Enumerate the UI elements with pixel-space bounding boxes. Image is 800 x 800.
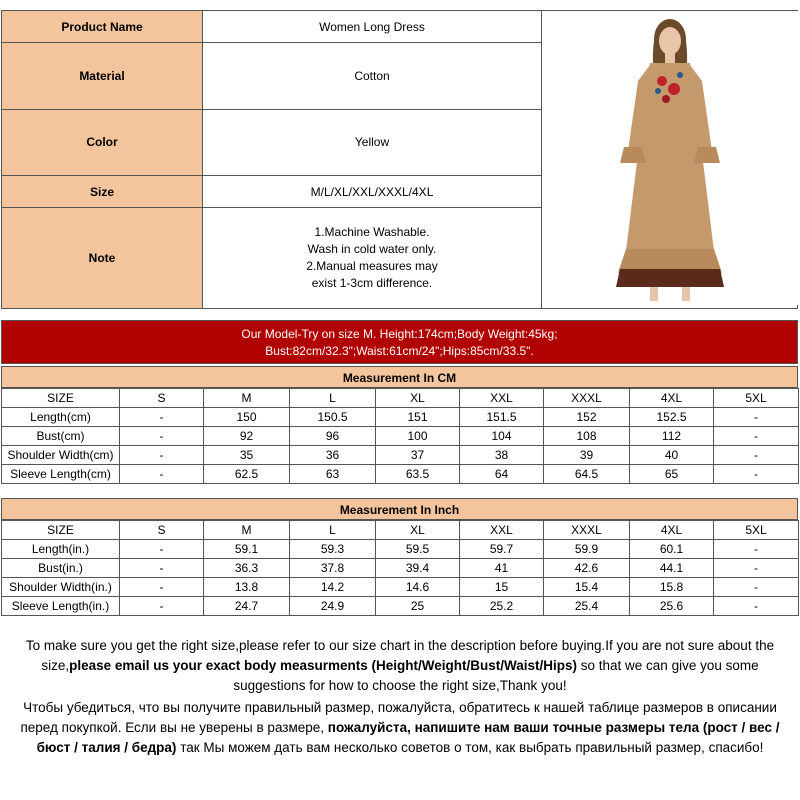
value-cell: 152.5 — [630, 408, 714, 427]
value-cell: - — [120, 427, 204, 446]
value-cell: 25.2 — [460, 597, 544, 616]
value-cell: - — [714, 559, 799, 578]
row-label-cell: Bust(cm) — [2, 427, 120, 446]
value-cell: 40 — [630, 446, 714, 465]
header-cell: L — [290, 389, 376, 408]
value-cell: - — [120, 578, 204, 597]
cm-measurement-table — [1, 388, 799, 484]
inch-measurement-table — [1, 520, 799, 616]
note-line: exist 1-3cm difference. — [311, 276, 433, 291]
model-info-line-1: Our Model-Try on size M. Height:174cm;Body Weight:45kg; — [241, 327, 558, 341]
row-label-cell: Sleeve Length(in.) — [2, 597, 120, 616]
material-label: Material — [2, 43, 203, 109]
value-cell: - — [120, 408, 204, 427]
value-cell: 151 — [376, 408, 460, 427]
product-image-cell — [542, 11, 798, 309]
value-cell: 39.4 — [376, 559, 460, 578]
header-cell: SIZE — [2, 521, 120, 540]
row-label-cell: Shoulder Width(in.) — [2, 578, 120, 597]
header-cell: 4XL — [630, 521, 714, 540]
table-row — [2, 427, 799, 446]
table-header-row — [2, 521, 799, 540]
note-label: Note — [2, 208, 203, 309]
row-label-cell: Length(in.) — [2, 540, 120, 559]
table-row — [2, 540, 799, 559]
note-value — [203, 208, 542, 309]
value-cell: 25.6 — [630, 597, 714, 616]
value-cell: 42.6 — [544, 559, 630, 578]
header-cell: M — [204, 389, 290, 408]
model-info-line-2: Bust:82cm/32.3";Waist:61cm/24";Hips:85cm/33.5". — [265, 344, 534, 358]
header-cell: XXXL — [544, 389, 630, 408]
row-label-cell: Bust(in.) — [2, 559, 120, 578]
table-row — [2, 578, 799, 597]
product-name-value: Women Long Dress — [203, 11, 542, 43]
value-cell: - — [714, 408, 799, 427]
row-label-cell: Length(cm) — [2, 408, 120, 427]
material-value: Cotton — [203, 43, 542, 109]
value-cell: 37.8 — [290, 559, 376, 578]
value-cell: 63 — [290, 465, 376, 484]
russian-advice-emphasis: пожалуйста, напишите нам ваши точные размеры тела (рост / вес / бюст / талия / бедра) — [36, 720, 780, 755]
value-cell: 37 — [376, 446, 460, 465]
value-cell: 39 — [544, 446, 630, 465]
russian-size-advice — [10, 698, 790, 758]
table-header-row — [2, 389, 799, 408]
header-cell: SIZE — [2, 389, 120, 408]
value-cell: 35 — [204, 446, 290, 465]
value-cell: 38 — [460, 446, 544, 465]
value-cell: - — [120, 540, 204, 559]
header-cell: XXL — [460, 389, 544, 408]
inch-table-title: Measurement In Inch — [1, 498, 798, 520]
cm-table-title: Measurement In CM — [1, 366, 798, 388]
header-cell: L — [290, 521, 376, 540]
value-cell: 14.2 — [290, 578, 376, 597]
model-dress-image — [542, 11, 798, 305]
model-info-banner — [1, 320, 798, 364]
table-row — [2, 446, 799, 465]
value-cell: 64 — [460, 465, 544, 484]
size-value: M/L/XL/XXL/XXXL/4XL — [203, 176, 542, 208]
value-cell: 25.4 — [544, 597, 630, 616]
value-cell: 13.8 — [204, 578, 290, 597]
value-cell: 151.5 — [460, 408, 544, 427]
value-cell: 65 — [630, 465, 714, 484]
value-cell: 100 — [376, 427, 460, 446]
value-cell: 15.4 — [544, 578, 630, 597]
english-advice-text: To make sure you get the right size,please refer to our size chart in the description before buying.If you are not sure about the size, — [25, 638, 775, 673]
value-cell: 15 — [460, 578, 544, 597]
english-advice-emphasis: please email us your exact body measurments (Height/Weight/Bust/Waist/Hips) — [69, 658, 578, 673]
color-label: Color — [2, 109, 203, 175]
header-cell: XXXL — [544, 521, 630, 540]
header-cell: M — [204, 521, 290, 540]
value-cell: - — [714, 578, 799, 597]
value-cell: - — [120, 465, 204, 484]
value-cell: 14.6 — [376, 578, 460, 597]
note-line: Wash in cold water only. — [307, 242, 437, 257]
row-label-cell: Shoulder Width(cm) — [2, 446, 120, 465]
value-cell: 62.5 — [204, 465, 290, 484]
product-name-label: Product Name — [2, 11, 203, 43]
value-cell: - — [120, 559, 204, 578]
header-cell: XXL — [460, 521, 544, 540]
product-info-table — [1, 10, 798, 309]
header-cell: 5XL — [714, 521, 799, 540]
value-cell: 44.1 — [630, 559, 714, 578]
value-cell: 24.7 — [204, 597, 290, 616]
value-cell: 64.5 — [544, 465, 630, 484]
table-row — [2, 408, 799, 427]
value-cell: 36.3 — [204, 559, 290, 578]
value-cell: 36 — [290, 446, 376, 465]
value-cell: 152 — [544, 408, 630, 427]
value-cell: 150.5 — [290, 408, 376, 427]
value-cell: - — [714, 427, 799, 446]
color-value: Yellow — [203, 109, 542, 175]
value-cell: 24.9 — [290, 597, 376, 616]
value-cell: 60.1 — [630, 540, 714, 559]
value-cell: 59.9 — [544, 540, 630, 559]
value-cell: - — [714, 597, 799, 616]
size-label: Size — [2, 176, 203, 208]
header-cell: 4XL — [630, 389, 714, 408]
english-advice-text-end: so that we can give you some suggestions for how to choose the right size,Thank you! — [233, 658, 759, 693]
value-cell: 59.5 — [376, 540, 460, 559]
value-cell: 59.3 — [290, 540, 376, 559]
table-row — [2, 597, 799, 616]
note-line: 2.Manual measures may — [306, 259, 438, 274]
russian-advice-text-end: так Мы можем дать вам несколько советов о том, как выбрать правильный размер, спасибо! — [176, 740, 764, 755]
header-cell: XL — [376, 521, 460, 540]
value-cell: - — [714, 446, 799, 465]
value-cell: 15.8 — [630, 578, 714, 597]
header-cell: 5XL — [714, 389, 799, 408]
value-cell: - — [120, 597, 204, 616]
value-cell: 112 — [630, 427, 714, 446]
header-cell: XL — [376, 389, 460, 408]
value-cell: 108 — [544, 427, 630, 446]
value-cell: 59.1 — [204, 540, 290, 559]
note-line: 1.Machine Washable. — [314, 225, 430, 240]
value-cell: 59.7 — [460, 540, 544, 559]
value-cell: - — [714, 540, 799, 559]
russian-advice-text: Чтобы убедиться, что вы получите правильный размер, пожалуйста, обратитесь к нашей таблице размеров в описании перед покупкой. Если вы не уверены в размере, — [20, 700, 777, 735]
row-label-cell: Sleeve Length(cm) — [2, 465, 120, 484]
value-cell: 96 — [290, 427, 376, 446]
value-cell: 63.5 — [376, 465, 460, 484]
table-row — [2, 559, 799, 578]
value-cell: 104 — [460, 427, 544, 446]
header-cell: S — [120, 389, 204, 408]
table-row — [2, 465, 799, 484]
value-cell: - — [120, 446, 204, 465]
value-cell: 25 — [376, 597, 460, 616]
value-cell: - — [714, 465, 799, 484]
value-cell: 150 — [204, 408, 290, 427]
header-cell: S — [120, 521, 204, 540]
value-cell: 92 — [204, 427, 290, 446]
english-size-advice — [10, 636, 790, 696]
value-cell: 41 — [460, 559, 544, 578]
